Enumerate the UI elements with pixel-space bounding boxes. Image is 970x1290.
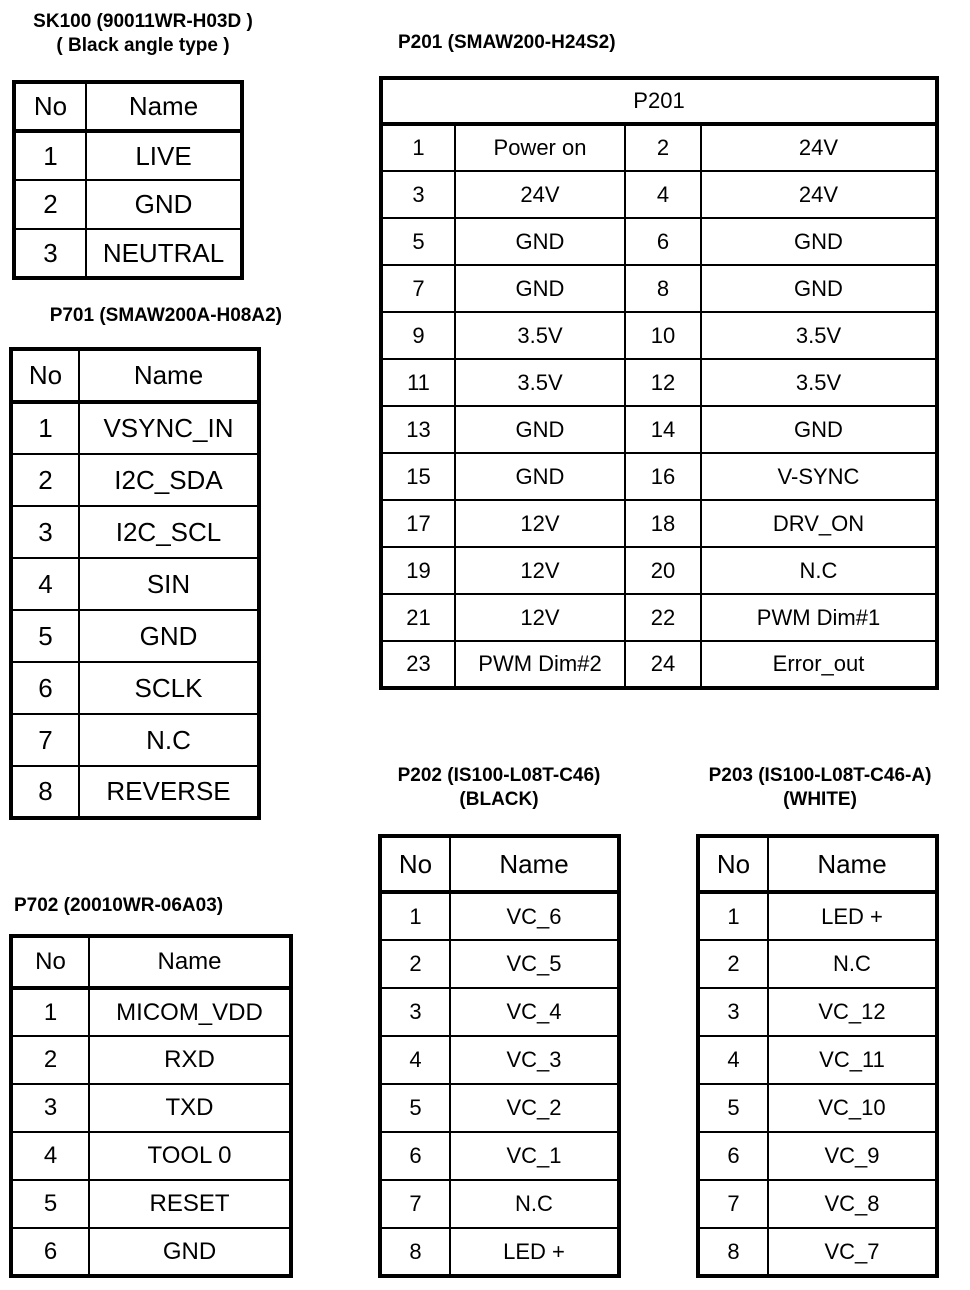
pin-no: 23 bbox=[381, 641, 455, 688]
pin-no: 8 bbox=[11, 766, 79, 818]
pin-name: VC_6 bbox=[450, 892, 619, 940]
pin-no: 3 bbox=[14, 229, 86, 278]
pin-no: 2 bbox=[11, 1036, 89, 1084]
pin-name: VC_12 bbox=[768, 988, 937, 1036]
pin-no: 11 bbox=[381, 359, 455, 406]
header-name: Name bbox=[89, 936, 291, 988]
pin-name: VC_7 bbox=[768, 1228, 937, 1276]
p701-title: P701 (SMAW200A-H08A2) bbox=[49, 305, 282, 326]
pin-name: 3.5V bbox=[701, 359, 937, 406]
pin-no: 7 bbox=[381, 265, 455, 312]
pin-name: PWM Dim#1 bbox=[701, 594, 937, 641]
pin-no: 3 bbox=[698, 988, 768, 1036]
pin-name: NEUTRAL bbox=[86, 229, 242, 278]
pin-no: 6 bbox=[625, 218, 701, 265]
pin-name: 24V bbox=[455, 171, 625, 218]
pin-name: RXD bbox=[89, 1036, 291, 1084]
p701-table bbox=[9, 347, 261, 820]
pin-name: MICOM_VDD bbox=[89, 988, 291, 1036]
pin-no: 3 bbox=[380, 988, 450, 1036]
pin-no: 8 bbox=[625, 265, 701, 312]
pin-name: 3.5V bbox=[701, 312, 937, 359]
pin-name: 12V bbox=[455, 500, 625, 547]
pin-name: SIN bbox=[79, 558, 259, 610]
p203-title bbox=[676, 764, 964, 812]
pin-name: 24V bbox=[701, 171, 937, 218]
pin-name: TOOL 0 bbox=[89, 1132, 291, 1180]
pin-no: 1 bbox=[698, 892, 768, 940]
header-name: Name bbox=[768, 836, 937, 892]
pin-no: 6 bbox=[380, 1132, 450, 1180]
pin-name: 3.5V bbox=[455, 312, 625, 359]
pin-no: 5 bbox=[698, 1084, 768, 1132]
pin-no: 4 bbox=[11, 1132, 89, 1180]
pin-name: VC_2 bbox=[450, 1084, 619, 1132]
header-no: No bbox=[11, 936, 89, 988]
pin-name: N.C bbox=[450, 1180, 619, 1228]
pin-no: 18 bbox=[625, 500, 701, 547]
pin-name: GND bbox=[86, 180, 242, 229]
pin-no: 8 bbox=[698, 1228, 768, 1276]
pin-name: REVERSE bbox=[79, 766, 259, 818]
pin-no: 6 bbox=[11, 662, 79, 714]
header-name: Name bbox=[86, 82, 242, 131]
header-name: Name bbox=[450, 836, 619, 892]
pin-no: 2 bbox=[698, 940, 768, 988]
pin-no: 14 bbox=[625, 406, 701, 453]
pin-no: 5 bbox=[381, 218, 455, 265]
pin-name: VC_8 bbox=[768, 1180, 937, 1228]
sk100-title-line1: SK100 (90011WR-H03D ) bbox=[33, 11, 253, 32]
pin-name: 3.5V bbox=[455, 359, 625, 406]
p201-table bbox=[379, 76, 939, 690]
pin-name: LED + bbox=[450, 1228, 619, 1276]
pin-no: 13 bbox=[381, 406, 455, 453]
header-no: No bbox=[380, 836, 450, 892]
header-name: Name bbox=[79, 349, 259, 402]
pin-name: TXD bbox=[89, 1084, 291, 1132]
pin-name: SCLK bbox=[79, 662, 259, 714]
pin-no: 2 bbox=[625, 124, 701, 171]
p201-table-header: P201 bbox=[381, 78, 937, 124]
header-no: No bbox=[14, 82, 86, 131]
pin-no: 4 bbox=[11, 558, 79, 610]
pin-name: V-SYNC bbox=[701, 453, 937, 500]
pin-no: 6 bbox=[698, 1132, 768, 1180]
pin-no: 20 bbox=[625, 547, 701, 594]
p202-title bbox=[362, 764, 636, 812]
p202-table bbox=[378, 834, 621, 1278]
pin-no: 3 bbox=[381, 171, 455, 218]
pin-no: 21 bbox=[381, 594, 455, 641]
pin-no: 2 bbox=[14, 180, 86, 229]
pin-no: 19 bbox=[381, 547, 455, 594]
pin-name: DRV_ON bbox=[701, 500, 937, 547]
pin-no: 24 bbox=[625, 641, 701, 688]
p203-table bbox=[696, 834, 939, 1278]
pin-name: GND bbox=[701, 218, 937, 265]
pin-no: 5 bbox=[11, 1180, 89, 1228]
pin-no: 22 bbox=[625, 594, 701, 641]
pin-no: 1 bbox=[11, 402, 79, 454]
header-no: No bbox=[698, 836, 768, 892]
pin-no: 2 bbox=[380, 940, 450, 988]
pin-no: 4 bbox=[698, 1036, 768, 1084]
pin-name: VC_3 bbox=[450, 1036, 619, 1084]
pin-name: GND bbox=[701, 265, 937, 312]
p202-title-line2: (BLACK) bbox=[459, 789, 539, 810]
sk100-title-line2: ( Black angle type ) bbox=[56, 35, 230, 56]
pin-no: 3 bbox=[11, 1084, 89, 1132]
pin-no: 1 bbox=[11, 988, 89, 1036]
pin-name: VC_4 bbox=[450, 988, 619, 1036]
pin-name: VC_10 bbox=[768, 1084, 937, 1132]
pin-name: Power on bbox=[455, 124, 625, 171]
pin-name: N.C bbox=[701, 547, 937, 594]
pin-name: Error_out bbox=[701, 641, 937, 688]
pin-name: I2C_SDA bbox=[79, 454, 259, 506]
p702-title: P702 (20010WR-06A03) bbox=[14, 895, 224, 916]
pin-no: 15 bbox=[381, 453, 455, 500]
pin-name: LED + bbox=[768, 892, 937, 940]
pin-no: 2 bbox=[11, 454, 79, 506]
pin-no: 8 bbox=[380, 1228, 450, 1276]
pin-name: GND bbox=[455, 406, 625, 453]
p203-title-line1: P203 (IS100-L08T-C46-A) bbox=[708, 765, 932, 786]
pin-no: 16 bbox=[625, 453, 701, 500]
pin-name: 24V bbox=[701, 124, 937, 171]
pin-name: RESET bbox=[89, 1180, 291, 1228]
p201-title: P201 (SMAW200-H24S2) bbox=[398, 32, 616, 53]
pin-name: VC_9 bbox=[768, 1132, 937, 1180]
pin-no: 3 bbox=[11, 506, 79, 558]
pin-name: PWM Dim#2 bbox=[455, 641, 625, 688]
pin-name: GND bbox=[455, 218, 625, 265]
header-no: No bbox=[11, 349, 79, 402]
pin-no: 6 bbox=[11, 1228, 89, 1276]
pin-name: VC_5 bbox=[450, 940, 619, 988]
pin-no: 7 bbox=[11, 714, 79, 766]
pin-name: GND bbox=[79, 610, 259, 662]
pin-name: N.C bbox=[79, 714, 259, 766]
pin-name: I2C_SCL bbox=[79, 506, 259, 558]
pin-no: 9 bbox=[381, 312, 455, 359]
p203-title-line2: (WHITE) bbox=[783, 789, 857, 810]
pin-name: GND bbox=[89, 1228, 291, 1276]
pin-name: GND bbox=[701, 406, 937, 453]
pin-no: 4 bbox=[625, 171, 701, 218]
pin-no: 5 bbox=[11, 610, 79, 662]
pin-no: 1 bbox=[380, 892, 450, 940]
pin-name: 12V bbox=[455, 594, 625, 641]
pin-name: LIVE bbox=[86, 131, 242, 180]
sk100-title bbox=[0, 10, 286, 58]
pin-name: N.C bbox=[768, 940, 937, 988]
pin-no: 1 bbox=[381, 124, 455, 171]
pin-no: 7 bbox=[380, 1180, 450, 1228]
pin-no: 1 bbox=[14, 131, 86, 180]
pin-no: 10 bbox=[625, 312, 701, 359]
pin-no: 17 bbox=[381, 500, 455, 547]
sk100-table bbox=[12, 80, 244, 280]
pin-no: 4 bbox=[380, 1036, 450, 1084]
pin-name: GND bbox=[455, 265, 625, 312]
pin-no: 12 bbox=[625, 359, 701, 406]
pin-name: 12V bbox=[455, 547, 625, 594]
pin-no: 5 bbox=[380, 1084, 450, 1132]
pin-name: VC_1 bbox=[450, 1132, 619, 1180]
pin-name: VSYNC_IN bbox=[79, 402, 259, 454]
p202-title-line1: P202 (IS100-L08T-C46) bbox=[397, 765, 601, 786]
pin-no: 7 bbox=[698, 1180, 768, 1228]
pin-name: GND bbox=[455, 453, 625, 500]
pin-name: VC_11 bbox=[768, 1036, 937, 1084]
p702-table bbox=[9, 934, 293, 1278]
